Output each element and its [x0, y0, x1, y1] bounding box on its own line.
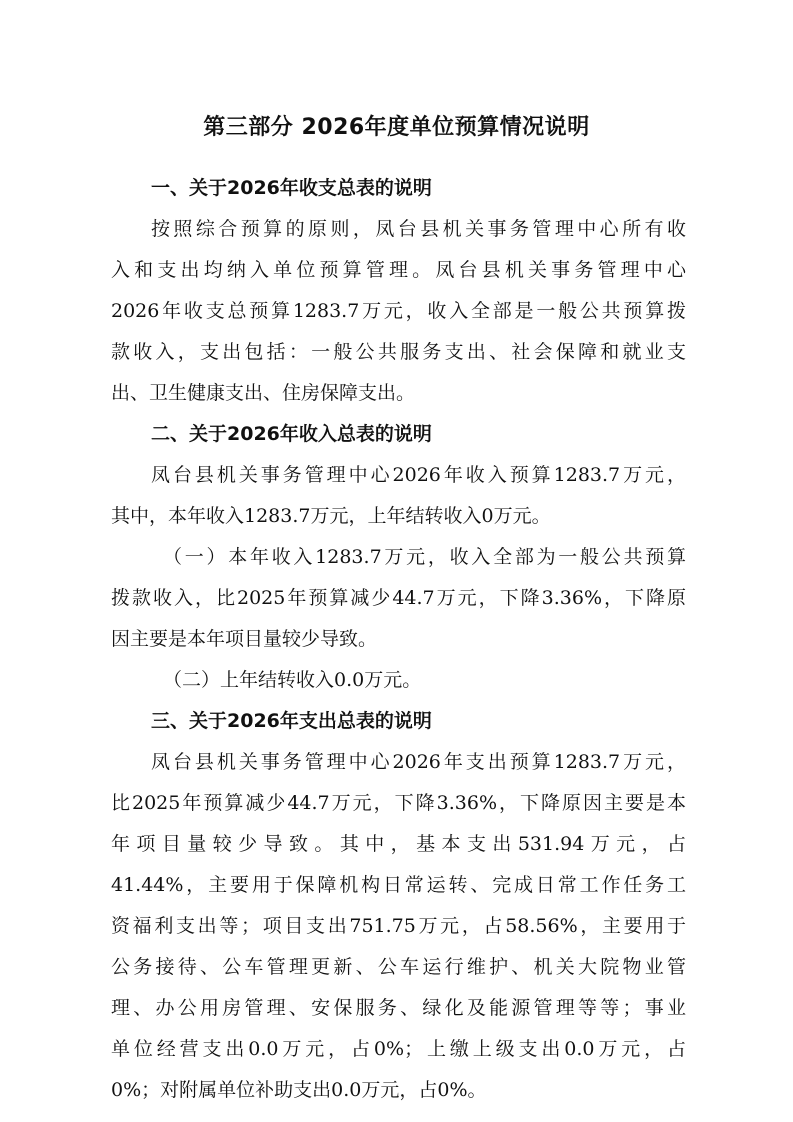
paragraph — [111, 209, 686, 414]
text-line: 单位经营支出0.0万元，占0%；上缴上级支出0.0万元，占 — [111, 1038, 686, 1060]
text-line: （二）上年结转收入0.0万元。 — [163, 669, 422, 691]
text-line: 拨款收入，比2025年预算减少44.7万元，下降3.36%，下降原 — [111, 587, 686, 609]
text-line: 凤台县机关事务管理中心2026年支出预算1283.7万元， — [151, 751, 686, 773]
text-line: 因主要是本年项目量较少导致。 — [111, 628, 378, 650]
text-line: 按照综合预算的原则，凤台县机关事务管理中心所有收 — [151, 218, 686, 240]
paragraph — [111, 455, 686, 537]
section-heading-3: 三、关于2026年支出总表的说明 — [151, 710, 432, 732]
text-line: 0%；对附属单位补助支出0.0万元，占0%。 — [111, 1079, 487, 1101]
paragraph — [111, 742, 686, 1111]
text-line: 41.44%，主要用于保障机构日常运转、完成日常工作任务工 — [111, 874, 686, 896]
paragraph — [111, 537, 686, 660]
text-line: 年项目量较少导致。其中，基本支出531.94万元，占 — [111, 833, 686, 855]
text-line: 2026年收支总预算1283.7万元，收入全部是一般公共预算拨 — [111, 300, 686, 322]
page-title: 第三部分 2026年度单位预算情况说明 — [203, 115, 590, 140]
text-line: 比2025年预算减少44.7万元，下降3.36%，下降原因主要是本 — [111, 792, 686, 814]
section-heading-2: 二、关于2026年收入总表的说明 — [151, 423, 432, 445]
text-line: 资福利支出等；项目支出751.75万元，占58.56%，主要用于 — [111, 915, 686, 937]
text-line: 理、办公用房管理、安保服务、绿化及能源管理等等；事业 — [111, 997, 686, 1019]
text-line: 凤台县机关事务管理中心2026年收入预算1283.7万元， — [151, 464, 686, 486]
text-line: 出、卫生健康支出、住房保障支出。 — [111, 382, 416, 404]
text-line: 公务接待、公车管理更新、公车运行维护、机关大院物业管 — [111, 956, 686, 978]
text-line: （一）本年收入1283.7万元，收入全部为一般公共预算 — [163, 546, 686, 568]
document-body — [111, 168, 686, 1111]
text-line: 入和支出均纳入单位预算管理。凤台县机关事务管理中心 — [111, 259, 686, 281]
paragraph — [111, 660, 686, 701]
section-heading-1: 一、关于2026年收支总表的说明 — [151, 177, 432, 199]
text-line: 其中，本年收入1283.7万元，上年结转收入0万元。 — [111, 505, 551, 527]
text-line: 款收入，支出包括：一般公共服务支出、社会保障和就业支 — [111, 341, 686, 363]
